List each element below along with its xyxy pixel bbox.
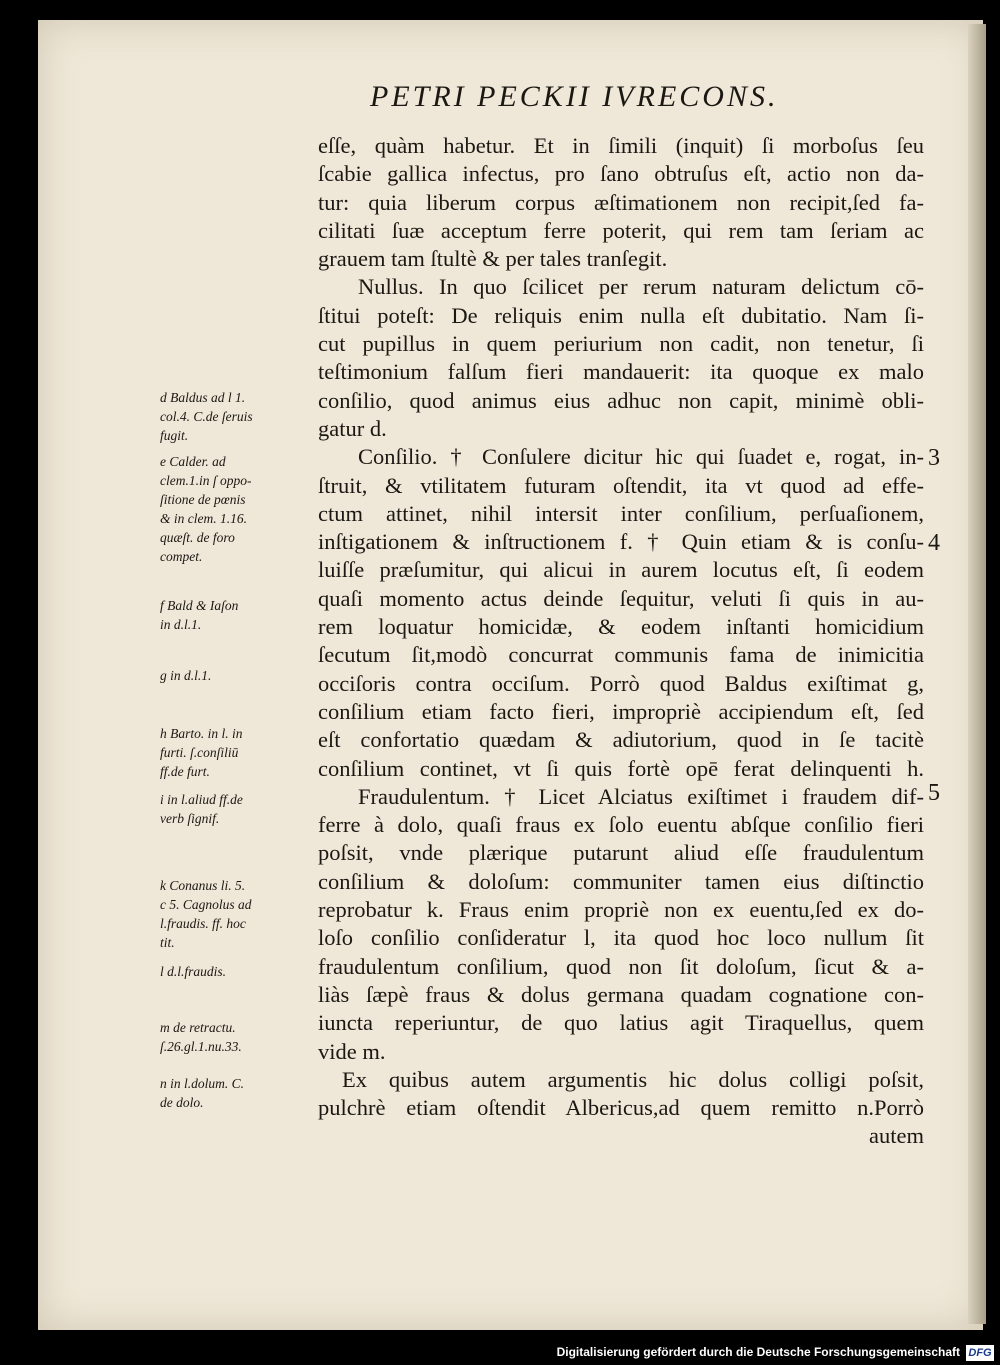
text-line: iuncta reperiuntur, de quo latius agit Tiraquellus, quem [318,1010,924,1036]
dfg-logo-icon: DFG [966,1345,994,1361]
marginal-note: i in l.aliud ff.de verb ſignif. [160,792,243,826]
catchword: autem [869,1123,924,1149]
fore-edge-number: 5 [928,780,940,806]
marginal-note: h Barto. in l. in furti. ſ.conſiliū ff.de furt. [160,726,243,779]
text-line: loſo conſilio conſideratur l, ita quod hoc loco nullum ſit [318,925,924,951]
text-line: ſtitui poteſt: De reliquis enim nulla eſt dubitatio. Nam ſi- [318,302,924,328]
text-line: eſt confortatio quædam & adiutorium, quod in ſe tacitè [318,727,924,753]
text-line: fraudulentum conſilium, quod non ſit doloſum, ſicut & a- [318,953,924,979]
text-line: liàs ſæpè fraus & dolus germana quadam cognatione con- [318,981,924,1007]
text-line: Fraudulentum. † Licet Alciatus exiſtimet i fraudem dif- [358,783,924,809]
text-line: grauem tam ſtultè & per tales tranſegit. [318,246,668,272]
marginal-note: l d.l.fraudis. [160,964,227,979]
text-line: Nullus. In quo ſcilicet per rerum naturam delictum cō- [358,274,924,300]
marginal-note: m de retractu. ſ.26.gl.1.nu.33. [160,1020,242,1054]
text-line: rem loquatur homicidæ, & eodem inſtanti homicidium [318,614,924,640]
text-line: ferre à dolo, quaſi fraus ex ſolo euentu abſque conſilio fieri [318,812,924,838]
marginal-note: k Conanus li. 5. c 5. Cagnolus ad l.fraudis. ff. hoc tit. [160,878,252,950]
text-line: conſilium etiam facto fieri, impropriè accipiendum eſt, ſed [318,698,924,724]
funding-credit: Digitalisierung gefördert durch die Deutsche Forschungsgemeinschaft [556,1345,960,1359]
text-line: vide m. [318,1038,386,1064]
main-text-block [318,132,924,1151]
marginal-note: n in l.dolum. C. de dolo. [160,1076,245,1110]
text-line: reprobatur k. Fraus enim propriè non ex euentu,ſed ex do- [318,897,924,923]
text-line: pulchrè etiam oſtendit Albericus,ad quem remitto n.Porrò [318,1095,924,1121]
text-line: luiſſe præſumitur, qui alicui in aurem locutus eſt, ſi eodem [318,557,924,583]
text-line: cut pupillus in quem periurium non cadit, non tenetur, ſi [318,331,924,357]
text-line: quaſi momento actus deinde ſequitur, veluti ſi quis in au- [318,585,924,611]
text-line: poſsit, vnde plærique putarunt aliud eſſe fraudulentum [318,840,924,866]
text-line: ctum attinet, nihil intersit inter conſilium, perſuaſionem, [318,500,924,526]
text-line: Conſilio. † Conſulere dicitur hic qui ſuadet e, rogat, in- [358,444,924,470]
text-line: inſtigationem & inſtructionem f. † Quin etiam & is conſu- [318,529,924,555]
marginal-note: e Calder. ad clem.1.in ſ oppo- ſitione de pœnis & in clem. 1.16. quæſt. de foro compet. [160,454,252,564]
text-line: tur: quia liberum corpus æſtimationem non recipit,ſed fa- [318,189,924,215]
text-line: eſſe, quàm habetur. Et in ſimili (inquit) ſi morboſus ſeu [318,133,924,158]
text-line: ſtruit, & vtilitatem futuram oſtendit, ita vt quod ad effe- [318,472,924,498]
page-fore-edge [968,24,986,1324]
text-line: ſcabie gallica infectus, pro ſano obtruſus eſt, actio non da- [318,161,924,187]
footer-bar [0,1342,1000,1365]
marginal-note: d Baldus ad l 1. col.4. C.de ſeruis fugit. [160,390,253,443]
text-line: conſilium continet, vt ſi quis fortè opē ferat delinquenti h. [318,755,924,781]
marginal-note: g in d.l.1. [160,668,212,683]
text-line: occiſoris contra occiſum. Porrò quod Baldus exiſtimat g, [318,670,924,696]
text-line: gatur d. [318,415,387,441]
text-line: cilitati ſuæ acceptum ferre poterit, qui rem tam ſeriam ac [318,217,924,243]
text-line: teſtimonium falſum fieri mandauerit: ita quoque ex malo [318,359,924,385]
fore-edge-number: 4 [928,530,940,556]
fore-edge-number: 3 [928,445,940,471]
text-line: ſecutum ſit,modò concurrat communis fama de inimicitia [318,642,924,668]
text-line: conſilio, quod animus eius adhuc non capit, minimè obli- [318,387,924,413]
text-line: conſilium & doloſum: communiter tamen eius diſtinctio [318,868,924,894]
marginal-note: f Bald & Iaſon in d.l.1. [160,598,239,632]
text-line: Ex quibus autem argumentis hic dolus colligi poſsit, [342,1066,924,1092]
running-head: PETRI PECKII IVRECONS. [370,80,779,113]
